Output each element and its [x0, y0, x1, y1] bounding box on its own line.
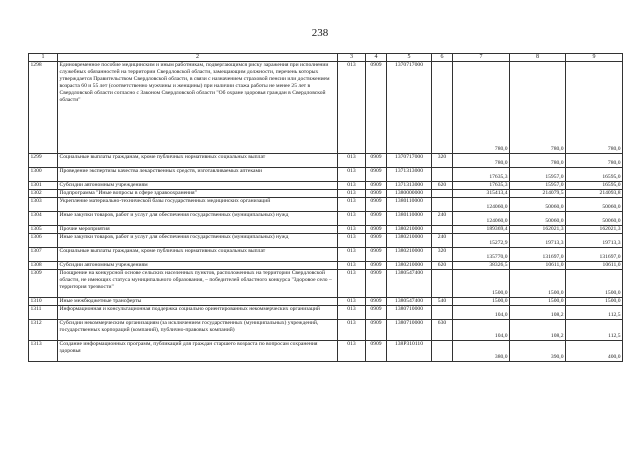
target-article-code: 1370717000 — [387, 62, 432, 154]
amount-year-3: 112,5 — [566, 320, 623, 341]
ministry-code: 013 — [338, 270, 366, 298]
amount-year-1: 780,0 — [453, 62, 510, 154]
row-name: Иные межбюджетные трансферты — [58, 298, 338, 306]
amount-year-2: 162021,3 — [510, 226, 566, 234]
target-article-code: 1380210000 — [387, 226, 432, 234]
amount-year-2: 214079,5 — [510, 190, 566, 198]
table-row — [29, 320, 623, 341]
expense-type-code — [432, 198, 453, 212]
amount-year-2: 19713,3 — [510, 234, 566, 248]
amount-year-1: 104,0 — [453, 320, 510, 341]
amount-year-3: 1500,0 — [566, 270, 623, 298]
row-name: Подпрограмма "Иные вопросы в сфере здравоохранения" — [58, 190, 338, 198]
expense-type-code: 630 — [432, 320, 453, 341]
amount-year-3: 400,0 — [566, 341, 623, 362]
section-code: 0909 — [366, 234, 387, 248]
row-number: 1300 — [29, 168, 58, 182]
table-row — [29, 306, 623, 320]
table-row — [29, 212, 623, 226]
amount-year-1: 1500,0 — [453, 298, 510, 306]
row-number: 1313 — [29, 341, 58, 362]
budget-table — [28, 53, 623, 362]
amount-year-1: 380,0 — [453, 341, 510, 362]
column-header: 6 — [432, 54, 453, 62]
table-row — [29, 234, 623, 248]
row-number: 1308 — [29, 262, 58, 270]
expense-type-code: 320 — [432, 154, 453, 168]
row-number: 1311 — [29, 306, 58, 320]
amount-year-2: 131697,0 — [510, 248, 566, 262]
section-code: 0909 — [366, 248, 387, 262]
amount-year-2: 1500,0 — [510, 270, 566, 298]
row-name: Субсидии автономным учреждениям — [58, 262, 338, 270]
section-code: 0909 — [366, 270, 387, 298]
amount-year-1: 15272,9 — [453, 234, 510, 248]
target-article-code: 1380547400 — [387, 270, 432, 298]
amount-year-2: 15957,0 — [510, 168, 566, 182]
row-number: 1312 — [29, 320, 58, 341]
expense-type-code: 620 — [432, 182, 453, 190]
row-name: Иные закупки товаров, работ и услуг для обеспечения государственных (муниципальных) нужд — [58, 234, 338, 248]
amount-year-3: 780,0 — [566, 62, 623, 154]
expense-type-code: 320 — [432, 248, 453, 262]
row-number: 1298 — [29, 62, 58, 154]
expense-type-code — [432, 190, 453, 198]
ministry-code: 013 — [338, 154, 366, 168]
amount-year-1: 124060,0 — [453, 198, 510, 212]
amount-year-3: 16595,0 — [566, 182, 623, 190]
table-row — [29, 62, 623, 154]
target-article-code: 1380210000 — [387, 248, 432, 262]
row-number: 1309 — [29, 270, 58, 298]
section-code: 0909 — [366, 298, 387, 306]
target-article-code: 1380210000 — [387, 262, 432, 270]
amount-year-3: 50060,0 — [566, 198, 623, 212]
ministry-code: 013 — [338, 168, 366, 182]
target-article-code: 1380110000 — [387, 212, 432, 226]
amount-year-3: 50060,0 — [566, 212, 623, 226]
ministry-code: 013 — [338, 212, 366, 226]
section-code: 0909 — [366, 168, 387, 182]
amount-year-1: 38326,5 — [453, 262, 510, 270]
row-number: 1304 — [29, 212, 58, 226]
amount-year-3: 19713,3 — [566, 234, 623, 248]
table-row — [29, 154, 623, 168]
ministry-code: 013 — [338, 306, 366, 320]
ministry-code: 013 — [338, 341, 366, 362]
ministry-code: 013 — [338, 234, 366, 248]
target-article-code: 1370717000 — [387, 154, 432, 168]
target-article-code: 1371313000 — [387, 182, 432, 190]
row-name: Социальные выплаты гражданам, кроме публичных нормативных социальных выплат — [58, 248, 338, 262]
amount-year-1: 135770,0 — [453, 248, 510, 262]
expense-type-code: 240 — [432, 234, 453, 248]
ministry-code: 013 — [338, 182, 366, 190]
expense-type-code — [432, 168, 453, 182]
amount-year-2: 108,2 — [510, 320, 566, 341]
amount-year-2: 108,2 — [510, 306, 566, 320]
section-code: 0909 — [366, 306, 387, 320]
amount-year-1: 104,0 — [453, 306, 510, 320]
table-row — [29, 226, 623, 234]
ministry-code: 013 — [338, 198, 366, 212]
table-row — [29, 168, 623, 182]
column-header: 9 — [566, 54, 623, 62]
row-name: Информационная и консультационная поддержка социально ориентированных некоммерческих организаций — [58, 306, 338, 320]
table-row — [29, 248, 623, 262]
ministry-code: 013 — [338, 190, 366, 198]
section-code: 0909 — [366, 226, 387, 234]
row-name: Социальные выплаты гражданам, кроме публичных нормативных социальных выплат — [58, 154, 338, 168]
table-row — [29, 190, 623, 198]
section-code: 0909 — [366, 182, 387, 190]
expense-type-code — [432, 62, 453, 154]
column-header: 3 — [338, 54, 366, 62]
ministry-code: 013 — [338, 320, 366, 341]
section-code: 0909 — [366, 212, 387, 226]
row-name: Субсидии некоммерческим организациям (за исключением государственных (муниципальных) учреждений, государственных корпораций (компаний), публично-правовых компаний) — [58, 320, 338, 341]
target-article-code: 1380110000 — [387, 198, 432, 212]
expense-type-code: 620 — [432, 262, 453, 270]
row-number: 1303 — [29, 198, 58, 212]
section-code: 0909 — [366, 341, 387, 362]
amount-year-3: 131697,0 — [566, 248, 623, 262]
column-header: 4 — [366, 54, 387, 62]
row-name: Укрепление материально-технической базы государственных медицинских организаций — [58, 198, 338, 212]
table-row — [29, 182, 623, 190]
page-number: 238 — [311, 27, 329, 39]
expense-type-code: 240 — [432, 212, 453, 226]
amount-year-2: 780,0 — [510, 62, 566, 154]
section-code: 0909 — [366, 320, 387, 341]
amount-year-3: 112,5 — [566, 306, 623, 320]
table-row — [29, 341, 623, 362]
amount-year-3: 10611,0 — [566, 262, 623, 270]
row-number: 1307 — [29, 248, 58, 262]
table-header-row — [29, 54, 623, 62]
expense-type-code — [432, 306, 453, 320]
amount-year-1: 124060,0 — [453, 212, 510, 226]
column-header: 2 — [58, 54, 338, 62]
amount-year-2: 390,0 — [510, 341, 566, 362]
section-code: 0909 — [366, 262, 387, 270]
table-row — [29, 262, 623, 270]
expense-type-code — [432, 226, 453, 234]
row-number: 1301 — [29, 182, 58, 190]
row-number: 1310 — [29, 298, 58, 306]
expense-type-code — [432, 270, 453, 298]
target-article-code: 1380000000 — [387, 190, 432, 198]
row-name: Прочие мероприятия — [58, 226, 338, 234]
row-name: Создание информационных программ, публикаций для граждан старшего возраста по вопросам сохранения здоровья — [58, 341, 338, 362]
amount-year-3: 16595,0 — [566, 168, 623, 182]
row-number: 1302 — [29, 190, 58, 198]
column-header: 5 — [387, 54, 432, 62]
amount-year-1: 189369,4 — [453, 226, 510, 234]
ministry-code: 013 — [338, 248, 366, 262]
row-name: Субсидии автономным учреждениям — [58, 182, 338, 190]
row-number: 1299 — [29, 154, 58, 168]
expense-type-code: 540 — [432, 298, 453, 306]
table-body — [29, 54, 623, 362]
section-code: 0909 — [366, 190, 387, 198]
amount-year-3: 214093,8 — [566, 190, 623, 198]
amount-year-2: 15957,0 — [510, 182, 566, 190]
amount-year-1: 780,0 — [453, 154, 510, 168]
amount-year-2: 10611,0 — [510, 262, 566, 270]
target-article-code: 1380710000 — [387, 306, 432, 320]
column-header: 7 — [453, 54, 510, 62]
expense-type-code — [432, 341, 453, 362]
row-name: Иные закупки товаров, работ и услуг для обеспечения государственных (муниципальных) нужд — [58, 212, 338, 226]
ministry-code: 013 — [338, 226, 366, 234]
amount-year-1: 17635,3 — [453, 168, 510, 182]
amount-year-2: 780,0 — [510, 154, 566, 168]
target-article-code: 1380210000 — [387, 234, 432, 248]
target-article-code: 138P310110 — [387, 341, 432, 362]
ministry-code: 013 — [338, 62, 366, 154]
amount-year-3: 162021,3 — [566, 226, 623, 234]
target-article-code: 1371313000 — [387, 168, 432, 182]
row-name: Проведение экспертизы качества лекарственных средств, изготавливаемых аптеками — [58, 168, 338, 182]
table-row — [29, 298, 623, 306]
column-header: 1 — [29, 54, 58, 62]
column-header: 8 — [510, 54, 566, 62]
row-number: 1306 — [29, 234, 58, 248]
amount-year-2: 50060,0 — [510, 212, 566, 226]
target-article-code: 1380710000 — [387, 320, 432, 341]
amount-year-3: 780,0 — [566, 154, 623, 168]
section-code: 0909 — [366, 154, 387, 168]
target-article-code: 1380547400 — [387, 298, 432, 306]
row-number: 1305 — [29, 226, 58, 234]
section-code: 0909 — [366, 62, 387, 154]
amount-year-1: 1500,0 — [453, 270, 510, 298]
amount-year-1: 315413,4 — [453, 190, 510, 198]
row-name: Единовременное пособие медицинским и иным работникам, подвергающимся риску заражения при исполнении служебных обязанностей на территории Свердловской области, замещающим должности, перечень которых утверждается Правительством Свердловской области, в связи с назначением страховой пенсии или достижением возраста 60 и 55 лет (соответственно мужчины и женщины) при наличии стажа работы не менее 25 лет в Свердловской области согласно с Законом Свердловской области "Об охране здоровья граждан в Свердловской области" — [58, 62, 338, 154]
table-row — [29, 270, 623, 298]
amount-year-2: 1500,0 — [510, 298, 566, 306]
section-code: 0909 — [366, 198, 387, 212]
row-name: Поощрение на конкурсной основе сельских населенных пунктов, расположенных на территории Свердловской области, не имеющих статуса муниципального образования, – победителей областного конкурса "Здоровое село – территория трезвости" — [58, 270, 338, 298]
ministry-code: 013 — [338, 262, 366, 270]
amount-year-2: 50060,0 — [510, 198, 566, 212]
table-row — [29, 198, 623, 212]
ministry-code: 013 — [338, 298, 366, 306]
amount-year-1: 17635,3 — [453, 182, 510, 190]
amount-year-3: 1500,0 — [566, 298, 623, 306]
